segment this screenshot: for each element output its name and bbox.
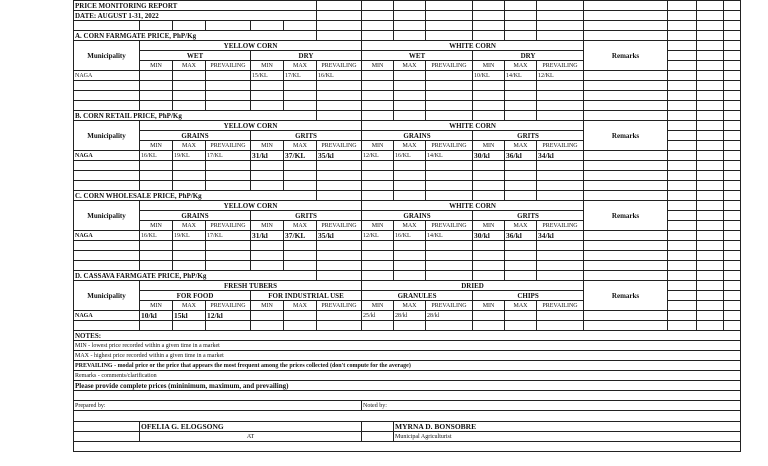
min-header: MIN xyxy=(140,221,173,231)
noted-by-name: MYRNA D. BONSOBRE xyxy=(394,422,741,432)
section-a-title: A. CORN FARMGATE PRICE, PhP/Kg xyxy=(74,31,317,41)
grains-header: GRAINS xyxy=(140,131,251,141)
municipality-cell: NAGA xyxy=(74,71,140,81)
white-corn-header: WHITE CORN xyxy=(362,201,584,211)
remarks-cell xyxy=(584,311,668,321)
prevailing-header: PREVAILING xyxy=(537,301,584,311)
price-cell: 30/kl xyxy=(473,151,505,161)
price-cell: 16/KL xyxy=(394,151,426,161)
min-header: MIN xyxy=(140,141,173,151)
chips-header: CHIPS xyxy=(473,291,584,301)
section-d-title: D. CASSAVA FARMGATE PRICE, PhP/Kg xyxy=(74,271,317,281)
municipality-header: Municipality xyxy=(74,121,140,151)
min-header: MIN xyxy=(251,141,284,151)
price-cell: 19/KL xyxy=(173,231,206,241)
price-cell: 15/KL xyxy=(251,71,284,81)
prevailing-header: PREVAILING xyxy=(426,141,473,151)
price-cell: 35/kl xyxy=(317,151,362,161)
price-cell xyxy=(251,311,284,321)
prevailing-header: PREVAILING xyxy=(206,221,251,231)
price-cell xyxy=(537,311,584,321)
price-cell: 12/kl xyxy=(206,311,251,321)
prevailing-header: PREVAILING xyxy=(317,221,362,231)
prepared-by-name: OFELIA G. ELOGSONG xyxy=(140,422,362,432)
table-row xyxy=(74,231,741,241)
price-cell: 31/kl xyxy=(251,231,284,241)
price-cell: 28/kl xyxy=(426,311,473,321)
prepared-by-title: AT xyxy=(140,432,362,442)
price-cell: 10/kl xyxy=(140,311,173,321)
municipality-cell: NAGA xyxy=(74,231,140,241)
municipality-header: Municipality xyxy=(74,201,140,231)
municipality-cell: NAGA xyxy=(74,311,140,321)
grains-header: GRAINS xyxy=(362,131,473,141)
fresh-tubers-header: FRESH TUBERS xyxy=(140,281,362,291)
price-cell xyxy=(473,311,505,321)
remarks-cell xyxy=(584,71,668,81)
wet-header: WET xyxy=(140,51,251,61)
noted-by-label: Noted by: xyxy=(362,401,741,411)
dry-header: DRY xyxy=(473,51,584,61)
price-cell: 36/kl xyxy=(505,231,537,241)
price-cell xyxy=(173,71,206,81)
price-cell: 28/kl xyxy=(394,311,426,321)
min-header: MIN xyxy=(362,301,394,311)
note-prevailing: PREVAILING - modal price or the price that appears the most frequent among the prices collected (don't compute for the average) xyxy=(74,361,741,371)
price-cell xyxy=(426,71,473,81)
municipality-header: Municipality xyxy=(74,41,140,71)
max-header: MAX xyxy=(505,61,537,71)
max-header: MAX xyxy=(505,221,537,231)
max-header: MAX xyxy=(173,61,206,71)
price-cell: 17/KL xyxy=(206,151,251,161)
min-header: MIN xyxy=(473,301,505,311)
min-header: MIN xyxy=(362,61,394,71)
note-min: MIN - lowest price recorded within a given time in a market xyxy=(74,341,741,351)
price-cell: 36/kl xyxy=(505,151,537,161)
price-cell: 12/KL xyxy=(362,151,394,161)
price-cell: 16/KL xyxy=(140,231,173,241)
price-cell: 37/KL xyxy=(284,231,317,241)
max-header: MAX xyxy=(394,61,426,71)
yellow-corn-header: YELLOW CORN xyxy=(140,41,362,51)
max-header: MAX xyxy=(505,301,537,311)
grits-header: GRITS xyxy=(251,131,362,141)
max-header: MAX xyxy=(284,61,317,71)
max-header: MAX xyxy=(394,221,426,231)
remarks-header: Remarks xyxy=(584,121,668,151)
grits-header: GRITS xyxy=(251,211,362,221)
prevailing-header: PREVAILING xyxy=(317,301,362,311)
price-cell xyxy=(505,311,537,321)
granules-header: GRANULES xyxy=(362,291,473,301)
price-cell: 37/KL xyxy=(284,151,317,161)
remarks-header: Remarks xyxy=(584,281,668,311)
for-industrial-use-header: FOR INDUSTRIAL USE xyxy=(251,291,362,301)
price-cell: 34/kl xyxy=(537,231,584,241)
price-cell: 16/KL xyxy=(317,71,362,81)
table-row xyxy=(74,311,741,321)
price-cell: 14/KL xyxy=(426,231,473,241)
prevailing-header: PREVAILING xyxy=(426,221,473,231)
min-header: MIN xyxy=(473,141,505,151)
price-cell xyxy=(206,71,251,81)
price-cell: 16/KL xyxy=(140,151,173,161)
price-cell: 12/KL xyxy=(537,71,584,81)
price-cell xyxy=(394,71,426,81)
max-header: MAX xyxy=(505,141,537,151)
table-row xyxy=(74,71,741,81)
price-cell: 30/kl xyxy=(473,231,505,241)
price-monitoring-sheet xyxy=(73,0,696,462)
min-header: MIN xyxy=(140,301,173,311)
price-cell: 17/KL xyxy=(206,231,251,241)
noted-by-title: Municipal Agriculturist xyxy=(394,432,741,442)
grits-header: GRITS xyxy=(473,131,584,141)
price-cell: 16/KL xyxy=(394,231,426,241)
price-cell: 31/kl xyxy=(251,151,284,161)
grains-header: GRAINS xyxy=(362,211,473,221)
note-complete-prices: Please provide complete prices (mininimum, maximum, and prevailing) xyxy=(74,381,741,391)
section-b-title: B. CORN RETAIL PRICE, PhP/Kg xyxy=(74,111,317,121)
remarks-cell xyxy=(584,151,668,161)
prevailing-header: PREVAILING xyxy=(537,221,584,231)
min-header: MIN xyxy=(251,61,284,71)
wet-header: WET xyxy=(362,51,473,61)
price-cell xyxy=(140,71,173,81)
max-header: MAX xyxy=(284,301,317,311)
max-header: MAX xyxy=(284,221,317,231)
table-row xyxy=(74,151,741,161)
white-corn-header: WHITE CORN xyxy=(362,121,584,131)
for-food-header: FOR FOOD xyxy=(140,291,251,301)
remarks-header: Remarks xyxy=(584,41,668,71)
price-cell: 14/KL xyxy=(426,151,473,161)
prevailing-header: PREVAILING xyxy=(206,141,251,151)
report-date: DATE: AUGUST 1-31, 2022 xyxy=(74,11,317,21)
remarks-cell xyxy=(584,231,668,241)
max-header: MAX xyxy=(173,141,206,151)
max-header: MAX xyxy=(284,141,317,151)
min-header: MIN xyxy=(362,141,394,151)
municipality-cell: NAGA xyxy=(74,151,140,161)
remarks-header: Remarks xyxy=(584,201,668,231)
price-cell: 25/kl xyxy=(362,311,394,321)
max-header: MAX xyxy=(394,301,426,311)
grits-header: GRITS xyxy=(473,211,584,221)
grains-header: GRAINS xyxy=(140,211,251,221)
price-cell: 35/kl xyxy=(317,231,362,241)
min-header: MIN xyxy=(140,61,173,71)
max-header: MAX xyxy=(173,301,206,311)
yellow-corn-header: YELLOW CORN xyxy=(140,121,362,131)
price-cell: 14/KL xyxy=(505,71,537,81)
prevailing-header: PREVAILING xyxy=(317,141,362,151)
max-header: MAX xyxy=(173,221,206,231)
report-table xyxy=(73,0,741,452)
note-max: MAX - highest price recorded within a given time in a market xyxy=(74,351,741,361)
price-cell xyxy=(362,71,394,81)
white-corn-header: WHITE CORN xyxy=(362,41,584,51)
yellow-corn-header: YELLOW CORN xyxy=(140,201,362,211)
price-cell: 10/KL xyxy=(473,71,505,81)
min-header: MIN xyxy=(473,61,505,71)
prevailing-header: PREVAILING xyxy=(426,301,473,311)
price-cell xyxy=(284,311,317,321)
dry-header: DRY xyxy=(251,51,362,61)
prevailing-header: PREVAILING xyxy=(426,61,473,71)
prepared-by-label: Prepared by: xyxy=(74,401,362,411)
section-c-title: C. CORN WHOLESALE PRICE, PhP/Kg xyxy=(74,191,317,201)
prevailing-header: PREVAILING xyxy=(206,301,251,311)
municipality-header: Municipality xyxy=(74,281,140,311)
price-cell: 15kl xyxy=(173,311,206,321)
min-header: MIN xyxy=(251,221,284,231)
price-cell: 19/KL xyxy=(173,151,206,161)
price-cell: 12/KL xyxy=(362,231,394,241)
report-title: PRICE MONITORING REPORT xyxy=(74,1,317,11)
price-cell xyxy=(317,311,362,321)
prevailing-header: PREVAILING xyxy=(317,61,362,71)
note-remarks: Remarks - comments/clarification xyxy=(74,371,741,381)
min-header: MIN xyxy=(362,221,394,231)
min-header: MIN xyxy=(473,221,505,231)
prevailing-header: PREVAILING xyxy=(206,61,251,71)
prevailing-header: PREVAILING xyxy=(537,61,584,71)
dried-header: DRIED xyxy=(362,281,584,291)
min-header: MIN xyxy=(251,301,284,311)
price-cell: 34/kl xyxy=(537,151,584,161)
price-cell: 17/KL xyxy=(284,71,317,81)
max-header: MAX xyxy=(394,141,426,151)
notes-heading: NOTES: xyxy=(74,331,741,341)
prevailing-header: PREVAILING xyxy=(537,141,584,151)
